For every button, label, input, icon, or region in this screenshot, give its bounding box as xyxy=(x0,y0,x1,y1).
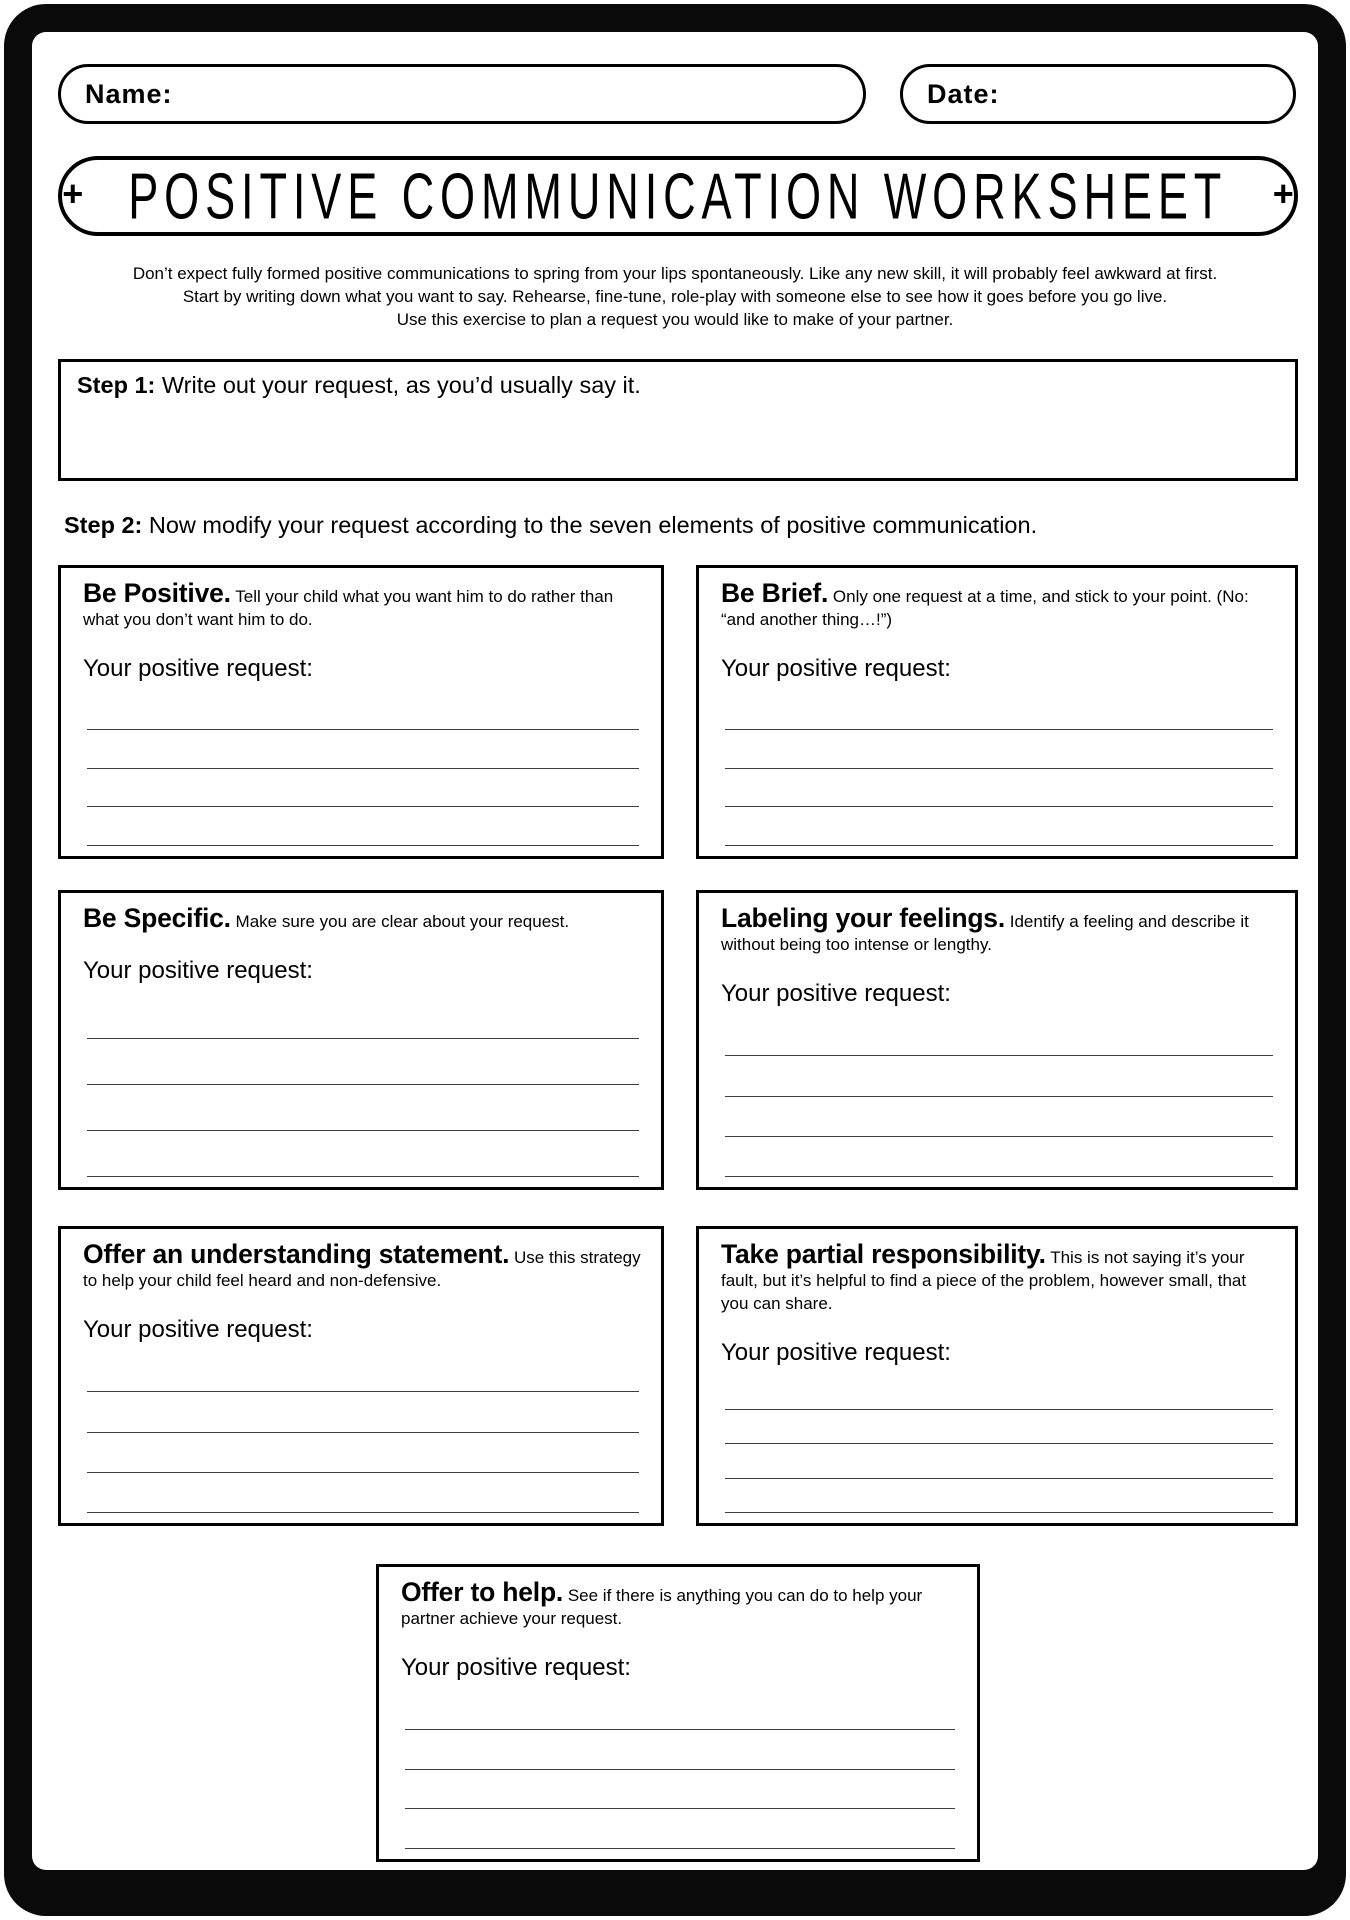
element-box-be-specific xyxy=(58,890,664,1190)
writing-line[interactable] xyxy=(725,730,1273,769)
intro-line-3: Use this exercise to plan a request you would like to make of your partner. xyxy=(396,310,954,329)
writing-line[interactable] xyxy=(87,730,639,769)
intro-text xyxy=(32,262,1318,331)
box-desc: Make sure you are clear about your request. xyxy=(230,912,570,931)
step1-label: Step 1: xyxy=(77,372,156,398)
title-banner xyxy=(58,156,1298,236)
writing-line[interactable] xyxy=(725,1016,1273,1056)
writing-line[interactable] xyxy=(405,1770,955,1810)
request-label: Your positive request: xyxy=(83,655,313,682)
step2-heading xyxy=(64,512,1037,539)
box-desc: Use this strategy to help your child feel heard and non-defensive. xyxy=(83,1248,641,1290)
writing-line[interactable] xyxy=(87,1473,639,1513)
request-label: Your positive request: xyxy=(401,1654,631,1681)
box-heading xyxy=(83,1239,641,1292)
writing-line[interactable] xyxy=(725,1375,1273,1410)
writing-line[interactable] xyxy=(405,1690,955,1730)
page-title: POSITIVE COMMUNICATION WORKSHEET xyxy=(128,159,1228,233)
writing-line[interactable] xyxy=(405,1730,955,1770)
writing-lines xyxy=(83,691,641,846)
name-label: Name: xyxy=(85,78,173,109)
box-title: Take partial responsibility. xyxy=(721,1239,1046,1269)
writing-line[interactable] xyxy=(87,1352,639,1392)
writing-line[interactable] xyxy=(725,1056,1273,1096)
request-label: Your positive request: xyxy=(721,980,951,1007)
box-title: Offer to help. xyxy=(401,1577,564,1607)
writing-lines xyxy=(83,1352,641,1513)
box-heading xyxy=(721,1239,1275,1315)
box-desc: This is not saying it’s your fault, but it’s helpful to find a piece of the problem, however small, that you can share. xyxy=(721,1248,1247,1313)
element-box-labeling-feelings xyxy=(696,890,1298,1190)
intro-line-1: Don’t expect fully formed positive communications to spring from your lips spontaneously. Like any new skill, it will probably feel awkward at first. xyxy=(132,264,1218,283)
writing-line[interactable] xyxy=(87,1131,639,1177)
writing-line[interactable] xyxy=(87,1039,639,1085)
writing-line[interactable] xyxy=(725,1479,1273,1514)
step1-writing-area[interactable] xyxy=(58,359,1298,481)
writing-line[interactable] xyxy=(725,1137,1273,1177)
writing-line[interactable] xyxy=(725,807,1273,846)
box-title: Be Specific. xyxy=(83,903,231,933)
plus-icon: + xyxy=(1272,173,1294,214)
request-label: Your positive request: xyxy=(83,957,313,984)
writing-line[interactable] xyxy=(87,1085,639,1131)
element-box-be-brief xyxy=(696,565,1298,859)
writing-line[interactable] xyxy=(725,1444,1273,1479)
date-label: Date: xyxy=(927,78,1000,109)
step2-label: Step 2: xyxy=(64,512,143,538)
step2-text: Now modify your request according to the seven elements of positive communication. xyxy=(142,512,1038,538)
box-title: Offer an understanding statement. xyxy=(83,1239,510,1269)
plus-icon: + xyxy=(62,173,84,214)
step1-heading xyxy=(77,372,1279,399)
intro-line-2: Start by writing down what you want to say. Rehearse, fine-tune, role-play with someone else to see how it goes before you go live. xyxy=(182,287,1168,306)
writing-lines xyxy=(83,993,641,1177)
request-label: Your positive request: xyxy=(83,1316,313,1343)
writing-line[interactable] xyxy=(725,691,1273,730)
worksheet-page xyxy=(32,32,1318,1870)
box-desc: See if there is anything you can do to help your partner achieve your request. xyxy=(401,1586,923,1628)
box-title: Be Positive. xyxy=(83,578,231,608)
writing-lines xyxy=(721,691,1275,846)
writing-line[interactable] xyxy=(87,993,639,1039)
date-field[interactable] xyxy=(900,64,1296,124)
box-title: Labeling your feelings. xyxy=(721,903,1006,933)
writing-line[interactable] xyxy=(725,769,1273,808)
box-heading xyxy=(401,1577,957,1630)
box-desc: Tell your child what you want him to do rather than what you don’t want him to do. xyxy=(83,587,614,629)
box-desc: Identify a feeling and describe it without being too intense or lengthy. xyxy=(721,912,1249,954)
request-label: Your positive request: xyxy=(721,655,951,682)
element-box-understanding-statement xyxy=(58,1226,664,1526)
writing-line[interactable] xyxy=(87,807,639,846)
page-frame xyxy=(4,4,1346,1916)
writing-lines xyxy=(721,1016,1275,1177)
writing-line[interactable] xyxy=(725,1410,1273,1445)
writing-lines xyxy=(721,1375,1275,1513)
writing-line[interactable] xyxy=(87,769,639,808)
element-box-partial-responsibility xyxy=(696,1226,1298,1526)
writing-line[interactable] xyxy=(87,691,639,730)
element-box-offer-to-help xyxy=(376,1564,980,1862)
writing-line[interactable] xyxy=(405,1809,955,1849)
box-heading xyxy=(83,578,641,631)
name-field[interactable] xyxy=(58,64,866,124)
writing-line[interactable] xyxy=(725,1097,1273,1137)
writing-lines xyxy=(401,1690,957,1849)
element-box-be-positive xyxy=(58,565,664,859)
box-desc: Only one request at a time, and stick to your point. (No: “and another thing…!”) xyxy=(721,587,1249,629)
box-heading xyxy=(721,578,1275,631)
step1-text: Write out your request, as you’d usually say it. xyxy=(155,372,641,398)
box-title: Be Brief. xyxy=(721,578,829,608)
writing-line[interactable] xyxy=(87,1392,639,1432)
request-label: Your positive request: xyxy=(721,1339,951,1366)
writing-line[interactable] xyxy=(87,1433,639,1473)
box-heading xyxy=(721,903,1275,956)
box-heading xyxy=(83,903,641,933)
